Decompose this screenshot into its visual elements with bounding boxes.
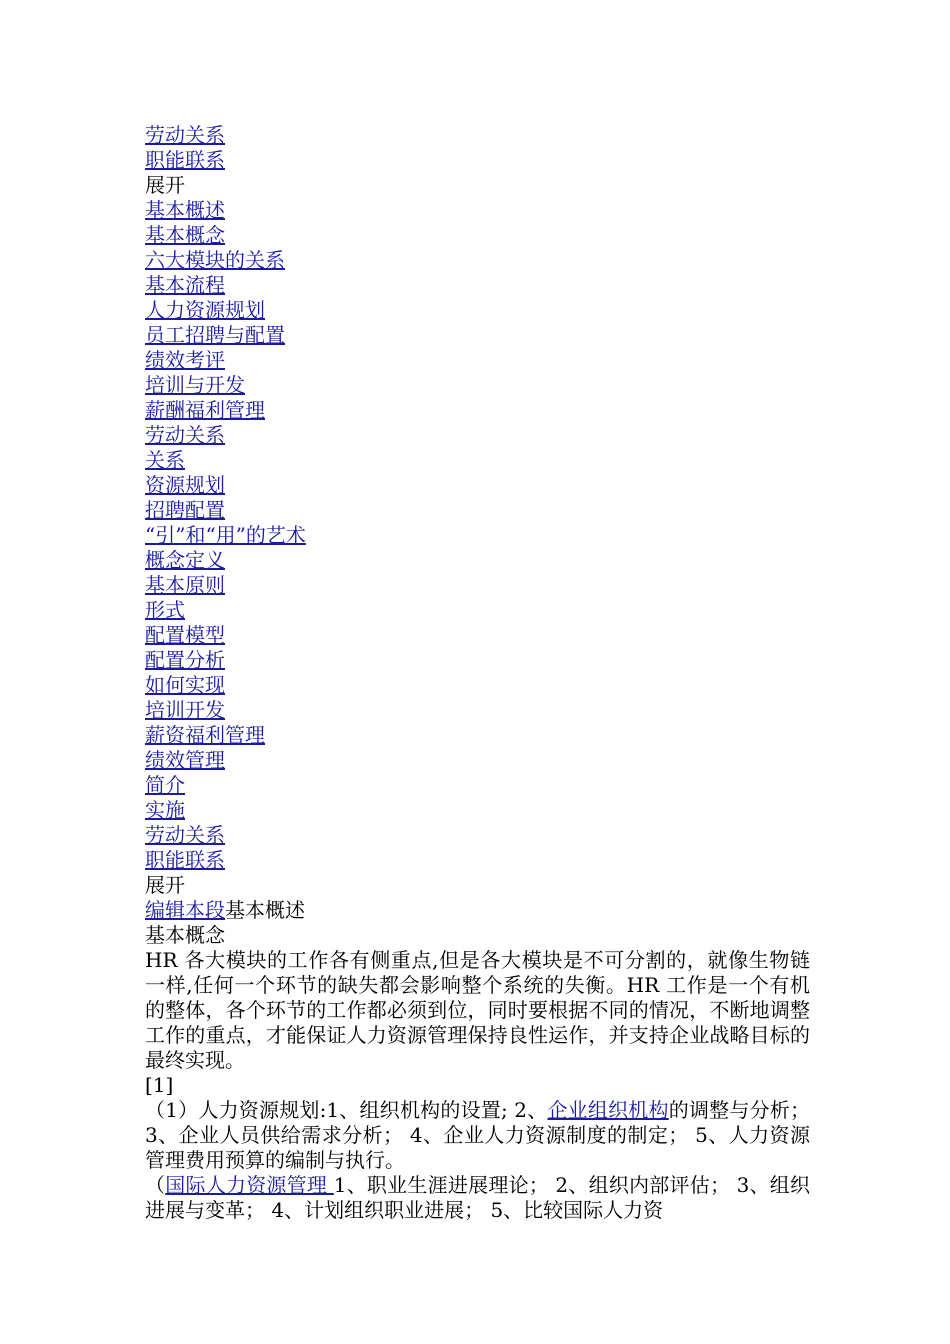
- section-heading: 基本概述: [225, 898, 305, 922]
- toc-link[interactable]: 劳动关系: [145, 823, 225, 847]
- toc-link[interactable]: 基本流程: [145, 273, 225, 297]
- hr-planning-item: [145, 1098, 810, 1173]
- toc-link[interactable]: 培训与开发: [145, 373, 245, 397]
- toc-link[interactable]: 实施: [145, 798, 185, 822]
- toc-link[interactable]: 劳动关系: [145, 423, 225, 447]
- toc-link[interactable]: 基本概念: [145, 223, 225, 247]
- toc-link[interactable]: 如何实现: [145, 673, 225, 697]
- toc-link[interactable]: 职能联系: [145, 148, 225, 172]
- toc-link[interactable]: 员工招聘与配置: [145, 323, 285, 347]
- toc-link[interactable]: 培训开发: [145, 698, 225, 722]
- citation-ref[interactable]: [1]: [145, 1073, 174, 1097]
- toc-link[interactable]: 简介: [145, 773, 185, 797]
- edit-section-link[interactable]: 编辑本段: [145, 898, 225, 922]
- toc-link[interactable]: 概念定义: [145, 548, 225, 572]
- toc-link[interactable]: 配置模型: [145, 623, 225, 647]
- toc-link[interactable]: 资源规划: [145, 473, 225, 497]
- section-heading-line: [145, 898, 810, 923]
- toc-link[interactable]: 六大模块的关系: [145, 248, 285, 272]
- intl-hr-link[interactable]: 国际人力资源管理: [165, 1173, 334, 1197]
- toc-link[interactable]: 人力资源规划: [145, 298, 265, 322]
- table-of-contents: [145, 123, 810, 898]
- document-page: [145, 123, 810, 1223]
- toc-expand-text: 展开: [145, 873, 185, 897]
- org-structure-link[interactable]: 企业组织机构: [547, 1098, 669, 1122]
- toc-link[interactable]: 配置分析: [145, 648, 225, 672]
- toc-link[interactable]: 薪资福利管理: [145, 723, 265, 747]
- toc-link[interactable]: “引”和“用”的艺术: [145, 523, 306, 547]
- hr-planning-text-end: 的调整与分析； 3、企业人员供给需求分析； 4、企业人力资源制度的制定； 5、人力资源管理费用预算的编制与执行。: [145, 1098, 811, 1172]
- toc-link[interactable]: 关系: [145, 448, 185, 472]
- intl-hr-text-end: 1、职业生涯进展理论； 2、组织内部评估； 3、组织进展与变革； 4、计划组织职业进展； 5、比较国际人力资: [145, 1173, 811, 1222]
- toc-link[interactable]: 基本原则: [145, 573, 225, 597]
- toc-link[interactable]: 形式: [145, 598, 185, 622]
- toc-link[interactable]: 职能联系: [145, 848, 225, 872]
- toc-link[interactable]: 薪酬福利管理: [145, 398, 265, 422]
- section-subheading: 基本概念: [145, 923, 225, 947]
- toc-link[interactable]: 招聘配置: [145, 498, 225, 522]
- overview-paragraph: HR 各大模块的工作各有侧重点,但是各大模块是不可分割的，就像生物链一样,任何一个环节的缺失都会影响整个系统的失衡。HR 工作是一个有机的整体，各个环节的工作都必须到位，同时要根据不同的情况，不断地调整工作的重点，才能保证人力资源管理保持良性运作，并支持企业战略目标的最终实现。: [145, 948, 810, 1072]
- intl-hr-text-start: （: [145, 1173, 166, 1197]
- toc-link[interactable]: 绩效管理: [145, 748, 225, 772]
- intl-hr-item: [145, 1173, 810, 1223]
- hr-planning-text-start: （1）人力资源规划:1、组织机构的设置; 2、: [145, 1098, 548, 1122]
- toc-link[interactable]: 劳动关系: [145, 123, 225, 147]
- toc-link[interactable]: 基本概述: [145, 198, 225, 222]
- toc-link[interactable]: 绩效考评: [145, 348, 225, 372]
- toc-expand-text: 展开: [145, 173, 185, 197]
